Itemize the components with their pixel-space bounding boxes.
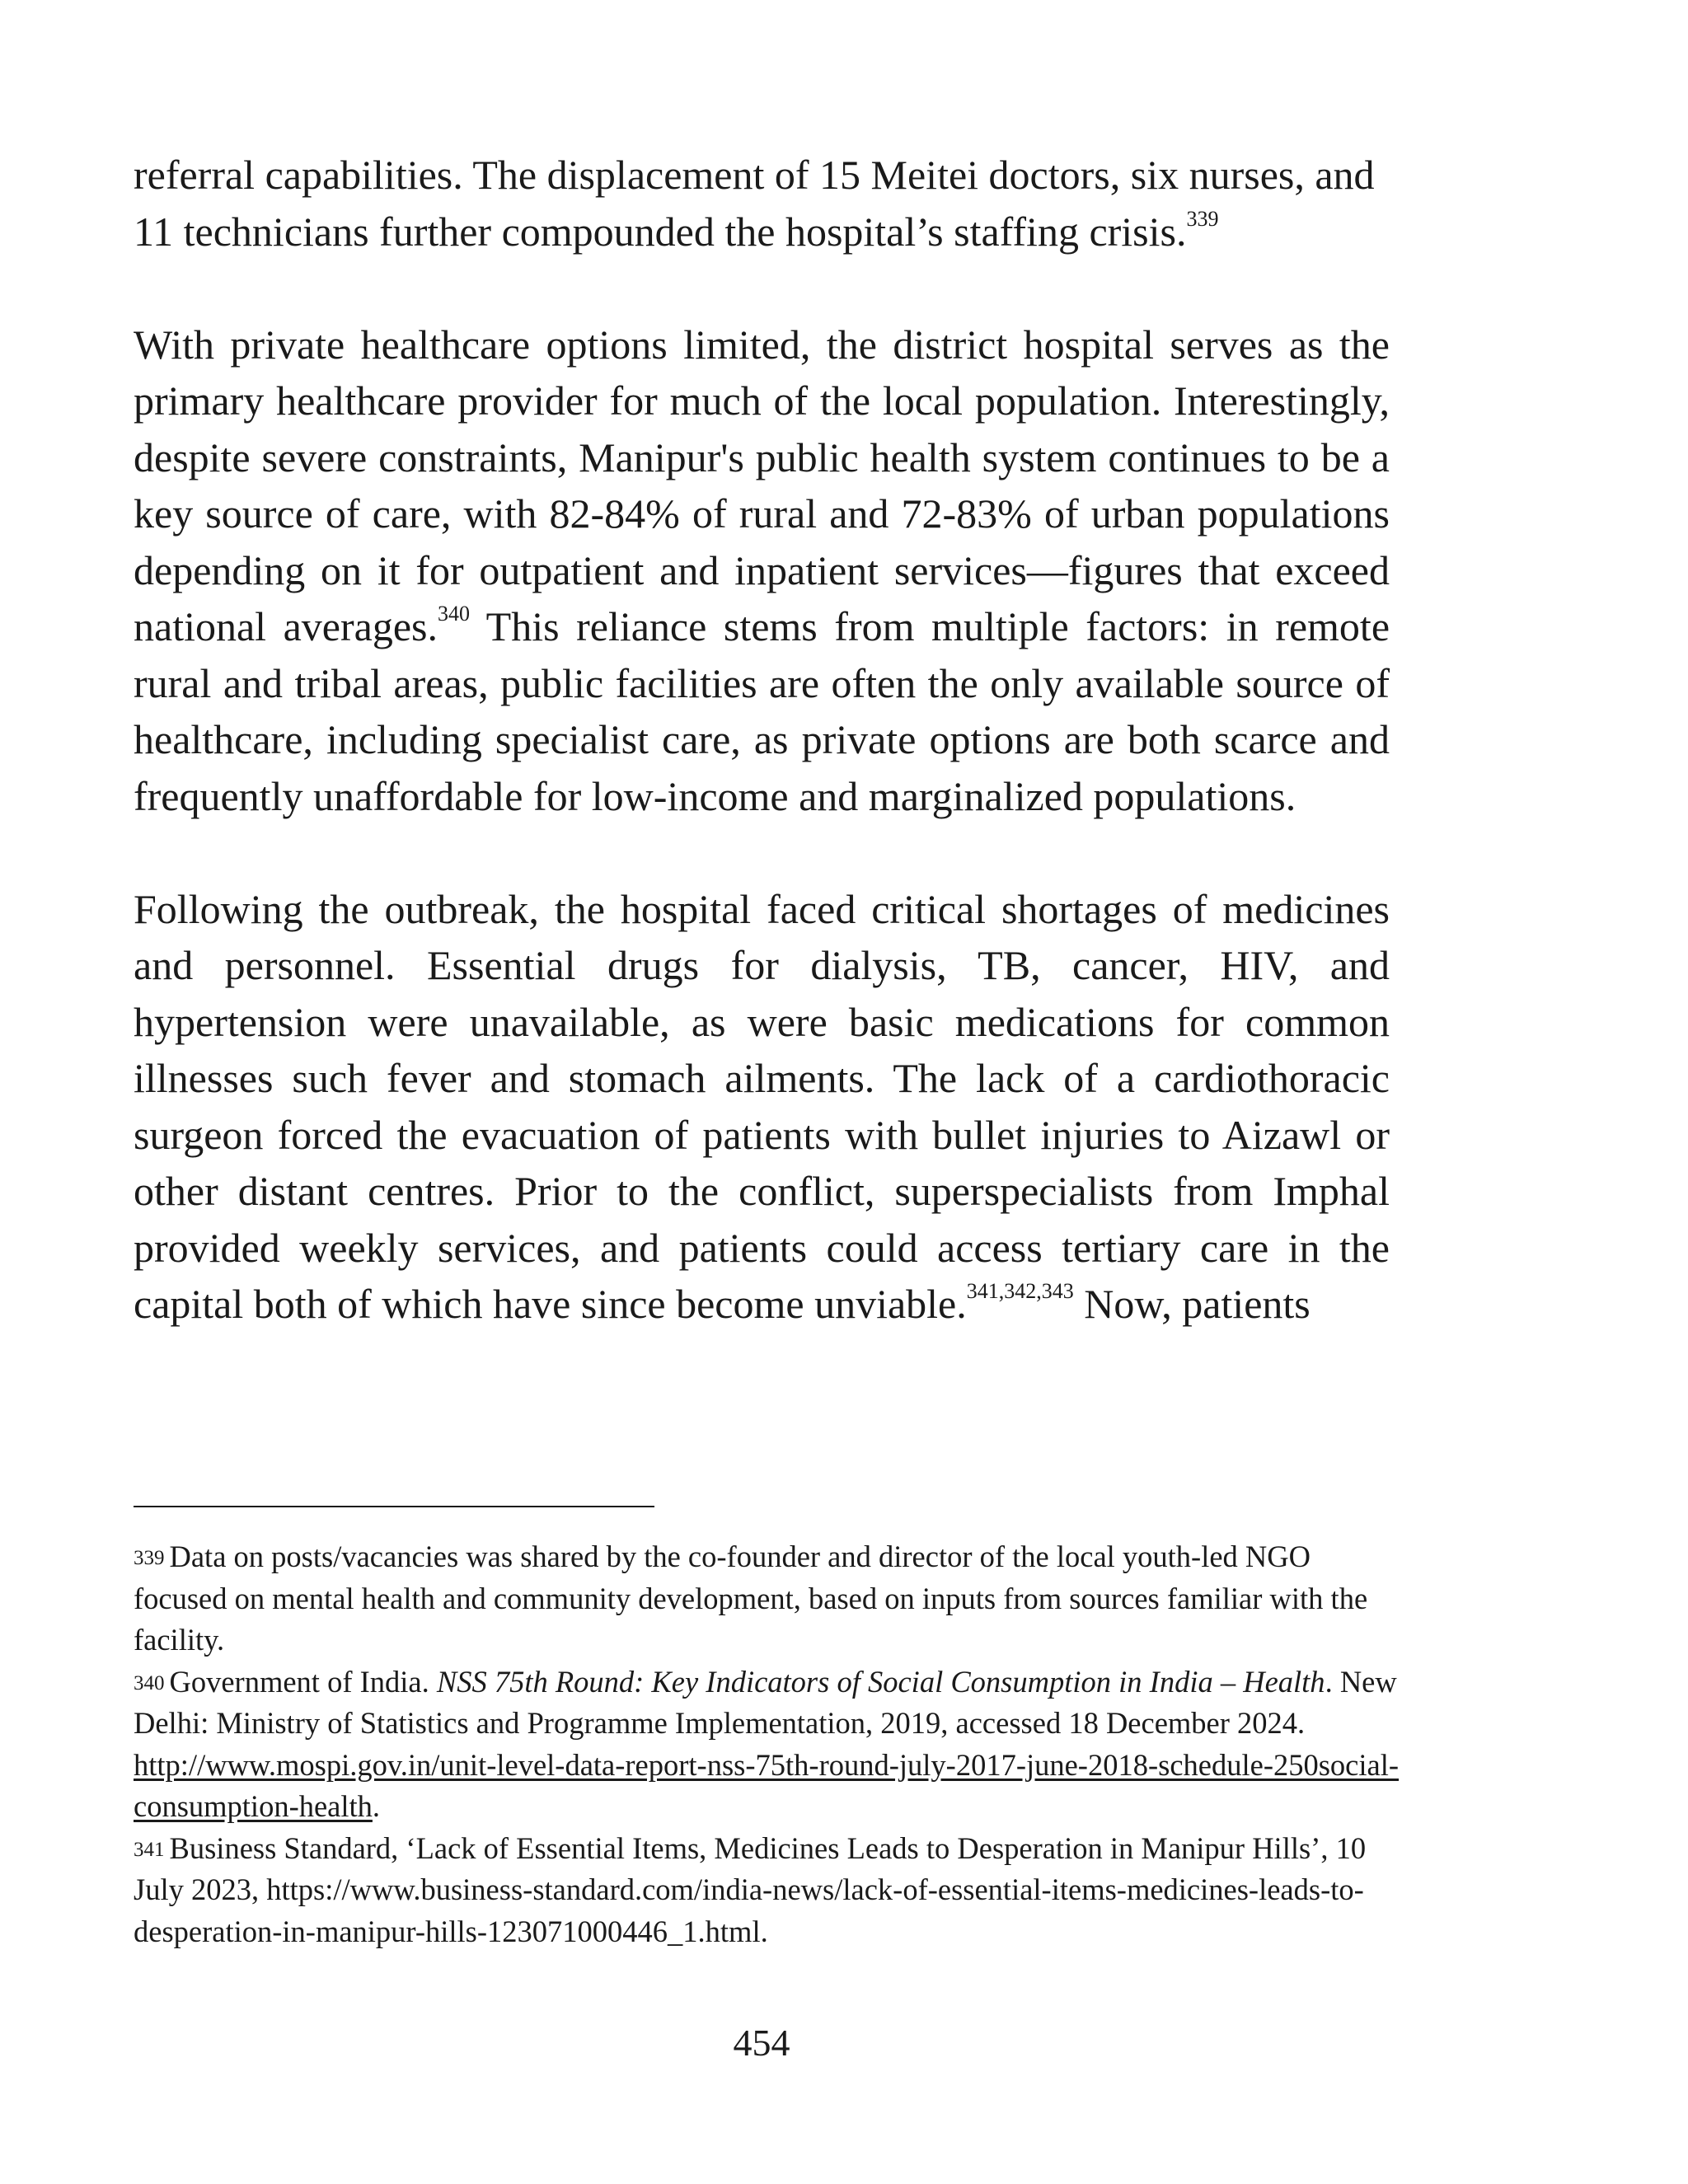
footnotes-section [134, 1536, 1403, 1952]
footnote-separator [134, 1506, 654, 1507]
main-body-text [134, 147, 1390, 1389]
footnote-text-end: . [372, 1789, 381, 1823]
footnote-ref-340[interactable]: 340 [438, 602, 470, 626]
footnote-340 [134, 1661, 1403, 1828]
footnote-number: 341 [134, 1838, 165, 1861]
footnote-text: Business Standard, ‘Lack of Essential Items, Medicines Leads to Desperation in Manipur Hills’, 10 July 2023, https://www.business-standard.com/india-news/lack-of-essential-items-medicines-leads-to-desperation-in-manipur-hills-123071000446_1.html. [134, 1830, 1367, 1948]
paragraph-1 [134, 147, 1390, 260]
footnote-339 [134, 1536, 1403, 1661]
footnote-text-post: . New Delhi: Ministry of Statistics and Programme Implementation, 2019, accessed 18 December 2024. [134, 1664, 1397, 1740]
footnote-341 [134, 1828, 1403, 1953]
footnote-text: Data on posts/vacancies was shared by the co-founder and director of the local youth-led NGO focused on mental health and community development, based on inputs from sources familiar with the facility. [134, 1540, 1368, 1657]
footnote-source-title: NSS 75th Round: Key Indicators of Social Consumption in India – Health [436, 1664, 1325, 1699]
footnote-link[interactable]: http://www.mospi.gov.in/unit-level-data-report-nss-75th-round-july-2017-june-2018-schedule-250social-consumption-health [134, 1747, 1400, 1823]
footnote-ref-341-343[interactable]: 341,342,343 [966, 1279, 1074, 1304]
page-number: 454 [733, 2022, 790, 2064]
paragraph-1-text: referral capabilities. The displacement of 15 Meitei doctors, six nurses, and 11 technicians further compounded the hospital’s staffing crisis. [134, 152, 1375, 255]
paragraph-3-text-a: Following the outbreak, the hospital faced critical shortages of medicines and personnel. Essential drugs for dialysis, TB, cancer, HIV, and hypertension were unavailable, as were basic medications for common illnesses such fever and stomach ailments. The lack of a cardiothoracic surgeon forced the evacuation of patients with bullet injuries to Aizawl or other distant centres. Prior to the conflict, superspecialists from Imphal provided weekly services, and patients could access tertiary care in the capital both of which have since become unviable. [134, 885, 1390, 1327]
paragraph-2-text-b: This reliance stems from multiple factors: in remote rural and tribal areas, public facilities are often the only available source of healthcare, including specialist care, as private options are both scarce and frequently unaffordable for low-income and marginalized populations. [134, 603, 1390, 819]
footnote-number: 339 [134, 1547, 165, 1569]
footnote-ref-339[interactable]: 339 [1186, 206, 1219, 231]
footnote-number: 340 [134, 1671, 165, 1694]
paragraph-3-text-b: Now, patients [1073, 1281, 1311, 1327]
paragraph-3 [134, 881, 1390, 1333]
footnote-text-pre: Government of India. [169, 1664, 437, 1699]
paragraph-2 [134, 316, 1390, 825]
paragraph-2-text-a: With private healthcare options limited, the district hospital serves as the primary healthcare provider for much of the local population. Interestingly, despite severe constraints, Manipur's public health system continues to be a key source of care, with 82-84% of rural and 72-83% of urban populations depending on it for outpatient and inpatient services—figures that exceed national averages. [134, 321, 1390, 649]
